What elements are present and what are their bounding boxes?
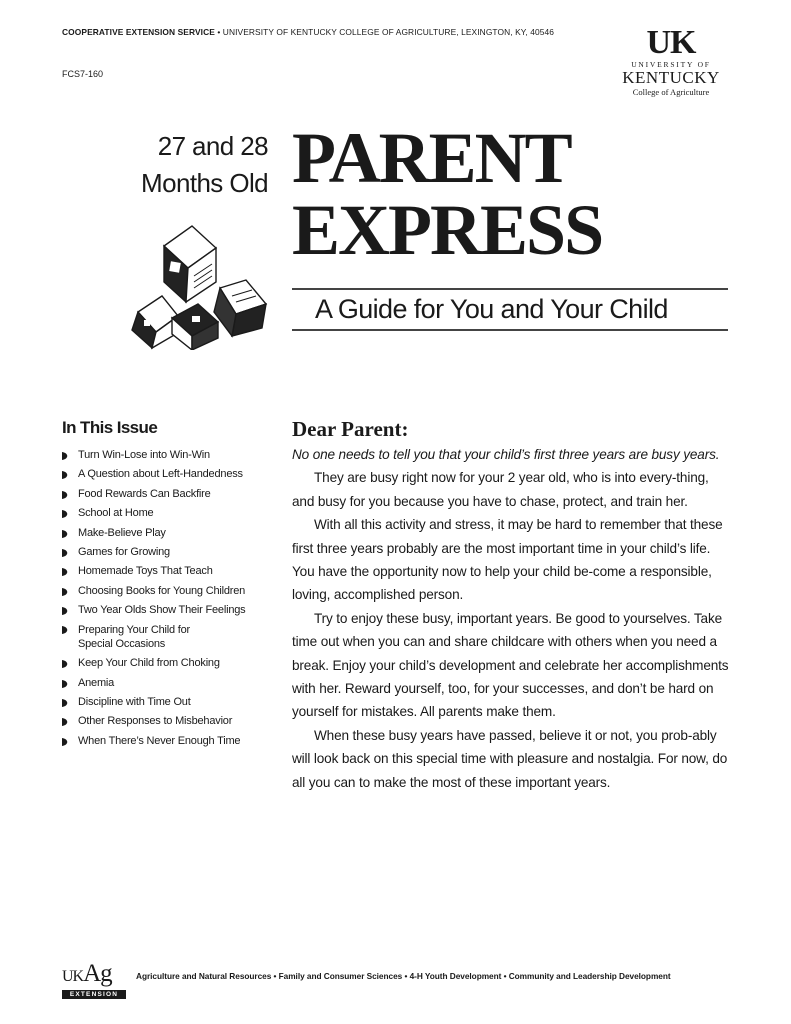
toy-blocks-illustration bbox=[128, 224, 272, 350]
toc-item: Make-Believe Play bbox=[62, 524, 282, 543]
toc-item: Turn Win-Lose into Win-Win bbox=[62, 446, 282, 465]
issue-contents-list bbox=[62, 446, 282, 751]
bullet-icon bbox=[62, 626, 69, 634]
publication-subtitle: A Guide for You and Your Child bbox=[315, 294, 668, 324]
bullet-icon bbox=[62, 718, 69, 726]
uk-logo-mark: UK bbox=[646, 24, 696, 61]
toc-item: Food Rewards Can Backfire bbox=[62, 485, 282, 504]
toc-item: Two Year Olds Show Their Feelings bbox=[62, 601, 282, 620]
title-rule-top bbox=[292, 288, 728, 290]
letter-paragraph: No one needs to tell you that your child’s first three years are busy years. bbox=[292, 447, 720, 462]
bullet-icon bbox=[62, 530, 69, 538]
uk-logo-line3: College of Agriculture bbox=[632, 87, 710, 97]
toc-item: Homemade Toys That Teach bbox=[62, 562, 282, 581]
letter-paragraph: When these busy years have passed, believe it or not, you prob-ably will look back on this special time with pleasure and nostalgia. For now, do all you can to make the most of these important years. bbox=[292, 727, 728, 790]
letter-paragraph: Try to enjoy these busy, important years. Be good to yourselves. Take time out when you can and share childcare with others when you need a break. Enjoy your child’s development and celebrate her accomplishments with her. Reward yourself, too, for your successes, and don’t be hard on yourself for mistakes. All parents make them. bbox=[292, 610, 729, 720]
uk-logo-line1: UNIVERSITY OF bbox=[631, 60, 711, 69]
age-line1: 27 and 28 bbox=[157, 131, 268, 161]
title-rule-bottom bbox=[292, 329, 728, 331]
bullet-icon bbox=[62, 510, 69, 518]
in-this-issue-heading: In This Issue bbox=[62, 418, 158, 437]
footer-programs: Agriculture and Natural Resources • Family and Consumer Sciences • 4-H Youth Development • Community and Leadership Development bbox=[136, 971, 671, 981]
title-line1: PARENT bbox=[292, 118, 571, 198]
toc-item: Discipline with Time Out bbox=[62, 693, 282, 712]
toc-item: When There’s Never Enough Time bbox=[62, 732, 282, 751]
bullet-icon bbox=[62, 452, 69, 460]
bullet-icon bbox=[62, 607, 69, 615]
bullet-icon bbox=[62, 660, 69, 668]
age-heading bbox=[100, 128, 268, 202]
bullet-icon bbox=[62, 699, 69, 707]
toc-item: Games for Growing bbox=[62, 543, 282, 562]
salutation: Dear Parent: bbox=[292, 417, 409, 441]
uk-college-logo bbox=[612, 26, 730, 106]
footer-logo-ag: Ag bbox=[83, 960, 112, 987]
letter-body bbox=[292, 443, 730, 794]
toc-item: Choosing Books for Young Children bbox=[62, 582, 282, 601]
footer-logo-bar: EXTENSION bbox=[62, 990, 126, 999]
toc-item: A Question about Left-Handedness bbox=[62, 465, 282, 484]
org-address: UNIVERSITY OF KENTUCKY COLLEGE OF AGRICULTURE, LEXINGTON, KY, 40546 bbox=[222, 27, 555, 37]
footer-logo-uk: UK bbox=[62, 968, 84, 985]
letter-paragraph: They are busy right now for your 2 year old, who is into every-thing, and busy for you because you have to chase, protect, and train her. bbox=[292, 470, 709, 509]
bullet-icon bbox=[62, 549, 69, 557]
publication-number: FCS7-160 bbox=[62, 69, 104, 79]
toc-item: Keep Your Child from Choking bbox=[62, 654, 282, 673]
age-line2: Months Old bbox=[141, 168, 268, 198]
toc-item: Preparing Your Child for Special Occasions bbox=[62, 621, 282, 655]
bullet-icon bbox=[62, 588, 69, 596]
toc-item: Anemia bbox=[62, 674, 282, 693]
publication-title bbox=[292, 118, 603, 270]
ukag-extension-logo bbox=[62, 960, 130, 1000]
bullet-icon bbox=[62, 680, 69, 688]
toc-item: Other Responses to Misbehavior bbox=[62, 712, 282, 731]
bullet-icon bbox=[62, 471, 69, 479]
letter-paragraph: With all this activity and stress, it may be hard to remember that these first three years probably are the most important time in your child’s life. You have the opportunity now to help your child be-come a responsible, loving, accomplished person. bbox=[292, 517, 723, 603]
bullet-icon bbox=[62, 738, 69, 746]
uk-logo-line2: KENTUCKY bbox=[622, 68, 720, 87]
toc-item: School at Home bbox=[62, 504, 282, 523]
bullet-icon bbox=[62, 491, 69, 499]
masthead: COOPERATIVE EXTENSION SERVICE • UNIVERSITY OF KENTUCKY COLLEGE OF AGRICULTURE, LEXINGTON, KY, 40546 bbox=[62, 27, 555, 37]
org-name: COOPERATIVE EXTENSION SERVICE bbox=[62, 27, 215, 37]
title-line2: EXPRESS bbox=[292, 190, 603, 270]
bullet-icon bbox=[62, 568, 69, 576]
